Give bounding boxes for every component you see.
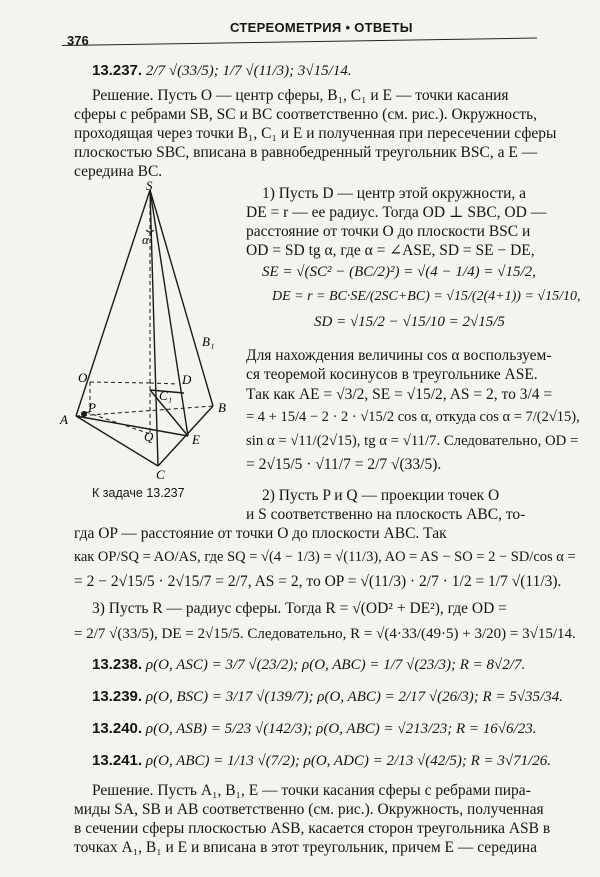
text-line: расстояние от точки O до плоскости BSC и [246, 223, 531, 240]
label-a: A [60, 412, 68, 427]
problem-number: 13.238. [92, 656, 143, 673]
text-line: как OP/SQ = AO/AS, где SQ = √(4 − 1/3) = √(11/3), AO = AS − SO = 2 − SD/cos α = [74, 549, 576, 565]
label-c: C [156, 467, 165, 482]
text-line: гда OP — расстояние от точки O до плоскости ABC. Так [74, 525, 447, 542]
text-line: Решение. Пусть A₁, B₁, E — точки касания сферы с ребрами пира- [92, 782, 531, 799]
text-line: миды SA, SB и AB соответственно (см. рис.). Окружность, полученная [74, 801, 544, 818]
text-line: = 4 + 15/4 − 2 · 2 · √15/2 cos α, откуда cos α = 7/(2√15), [246, 409, 580, 425]
answer-text: ρ(O, ABC) = 1/13 √(7/2); ρ(O, ADC) = 2/13 √(42/5); R = 3√71/26. [145, 753, 552, 769]
text-line: sin α = √11/(2√15), tg α = √11/7. Следовательно, OD = [246, 433, 579, 449]
label-b1: B₁ [202, 334, 215, 349]
text-line: Так как AE = √3/2, SE = √15/2, AS = 2, то 3/4 = [246, 386, 553, 403]
formula-line: SD = √15/2 − √15/10 = 2√15/5 [314, 314, 505, 330]
label-c1: C₁ [159, 388, 173, 403]
text-line: в сечении сферы плоскостью ASB, касается сторон треугольника ASB в [74, 820, 551, 837]
label-p: P [88, 400, 96, 415]
point-a-marker [81, 411, 87, 417]
label-q: Q [144, 429, 154, 444]
text-line: Решение. Пусть O — центр сферы, B₁, C₁ и E — точки касания [92, 87, 509, 104]
text-line: сферы с ребрами SB, SC и BC соответственно (см. рис.). Окружность, [74, 106, 538, 123]
label-alpha: α [142, 232, 149, 247]
text-line: = 2 − 2√15/5 · 2√15/7 = 2/7, AS = 2, то OP = √(11/3) · 2/7 · 1/2 = 1/7 √(11/3). [74, 573, 562, 590]
answer-13-239 [92, 688, 563, 706]
page-number: 376 [67, 33, 89, 48]
label-s: S [146, 178, 153, 193]
pyramid-figure [58, 178, 238, 483]
answer-13-240 [92, 720, 536, 738]
text-line: 1) Пусть D — центр этой окружности, а [262, 185, 527, 202]
problem-number: 13.237. [92, 62, 143, 79]
text-line: 3) Пусть R — радиус сферы. Тогда R = √(OD² + DE²), где OD = [92, 600, 507, 617]
problem-number: 13.241. [92, 752, 143, 769]
label-d: D [182, 372, 192, 387]
text-line: ся теоремой косинусов в треугольнике ASE. [246, 366, 538, 383]
formula-line: SE = √(SC² − (BC/2)²) = √(4 − 1/4) = √15/2, [262, 264, 536, 280]
label-b: B [218, 400, 226, 415]
problem-number: 13.239. [92, 688, 143, 705]
text-line: плоскостью SBC, вписана в равнобедренный треугольник BSC, а E — [74, 144, 538, 161]
problem-237-heading [92, 62, 352, 80]
label-e: E [192, 432, 200, 447]
text-line: 2) Пусть P и Q — проекции точек O [262, 487, 500, 504]
figure-caption: К задаче 13.237 [92, 486, 185, 500]
text-line: середина BC. [74, 163, 163, 180]
text-line: DE = r — ее радиус. Тогда OD ⊥ SBC, OD — [246, 204, 547, 221]
formula-line: DE = r = BC·SE/(2SC+BC) = √15/(2(4+1)) = √15/10, [272, 289, 581, 304]
header-rule [62, 38, 537, 46]
text-line: = 2√15/5 · √11/7 = 2/7 √(33/5). [246, 456, 442, 473]
text-line: = 2/7 √(33/5), DE = 2√15/5. Следовательно, R = √(4·33/(49·5) + 3/20) = 3√15/14. [74, 626, 576, 642]
answer-text: ρ(O, ASC) = 3/7 √(23/2); ρ(O, ABC) = 1/7 √(23/3); R = 8√2/7. [145, 657, 526, 673]
text-line: и S соответственно на плоскость ABC, то- [246, 506, 526, 523]
label-o: O [78, 370, 88, 385]
text-line: Для нахождения величины cos α воспользуем- [246, 347, 552, 364]
answer-text: ρ(O, BSC) = 3/17 √(139/7); ρ(O, ABC) = 2/17 √(26/3); R = 5√35/34. [145, 689, 563, 705]
running-header: СТЕРЕОМЕТРИЯ • ОТВЕТЫ [230, 20, 413, 35]
text-line: проходящая через точки B₁, C₁ и E и полученная при пересечении сферы [74, 125, 557, 142]
text-line: OD = SD tg α, где α = ∠ASE, SD = SE − DE, [246, 242, 535, 259]
answer-13-241 [92, 752, 551, 770]
text-line: точках A₁, B₁ и E и вписана в этот треугольник, причем E — середина [74, 839, 537, 856]
answer-13-238 [92, 656, 525, 674]
problem-answer: 2/7 √(33/5); 1/7 √(11/3); 3√15/14. [145, 63, 352, 79]
answer-text: ρ(O, ASB) = 5/23 √(142/3); ρ(O, ABC) = √213/23; R = 16√6/23. [145, 721, 537, 737]
problem-number: 13.240. [92, 720, 143, 737]
